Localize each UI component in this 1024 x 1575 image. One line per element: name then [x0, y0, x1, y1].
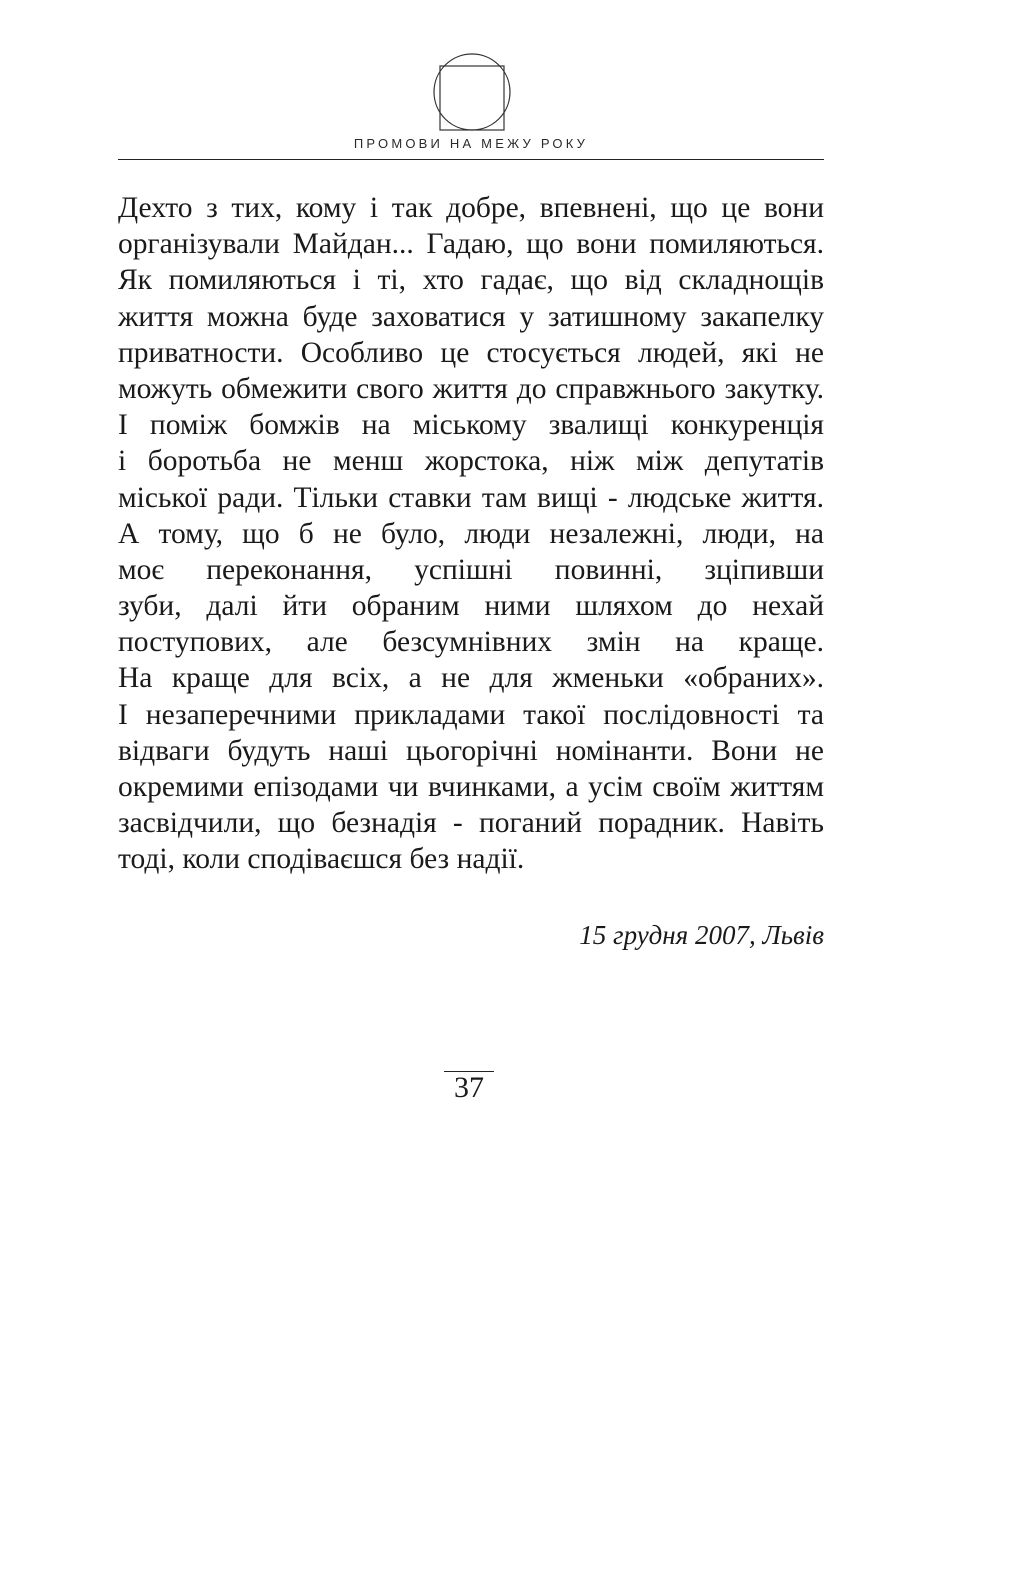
body-line: засвідчили, що безнадія - поганий порадник. Навіть: [118, 807, 824, 840]
body-line: А тому, що б не було, люди незалежні, люди, на: [118, 517, 824, 550]
body-line: моє переконання, успішні повинні, зціпивши: [118, 553, 824, 586]
circle-square-emblem-icon: [432, 52, 512, 132]
body-line: Як помиляються і ті, хто гадає, що від складнощів: [118, 264, 824, 297]
body-line: можуть обмежити свого життя до справжнього закутку.: [118, 372, 824, 405]
page-number: 37: [454, 1071, 484, 1104]
body-line: тоді, коли сподіваєшся без надії.: [118, 843, 525, 876]
body-line: І поміж бомжів на міському звалищі конкуренція: [118, 409, 824, 442]
body-text: [118, 190, 824, 878]
body-line: приватности. Особливо це стосується людей, які не: [118, 336, 824, 369]
body-line: поступових, але безсумнівних змін на краще.: [118, 626, 824, 659]
body-line: відваги будуть наші цьогорічні номінанти. Вони не: [118, 734, 824, 767]
body-line: окремими епізодами чи вчинками, а усім своїм життям: [118, 771, 824, 803]
body-line: і боротьба не менш жорстока, ніж між депутатів: [118, 445, 824, 478]
running-title: ПРОМОВИ НА МЕЖУ РОКУ: [353, 136, 589, 151]
body-line: міської ради. Тільки ставки там вищі - людське життя.: [118, 481, 824, 514]
body-line: життя можна буде заховатися у затишному закапелку: [118, 300, 824, 333]
date-place-signoff: 15 грудня 2007, Львів: [579, 920, 824, 950]
body-line: організували Майдан... Гадаю, що вони помиляються.: [118, 228, 824, 261]
body-line: Дехто з тих, кому і так добре, впевнені, що це вони: [118, 192, 824, 224]
body-line: На краще для всіх, а не для жменьки «обраних».: [118, 662, 824, 695]
header-divider: [118, 159, 824, 160]
body-line: І незаперечними прикладами такої послідовності та: [118, 698, 824, 731]
body-line: зуби, далі йти обраним ними шляхом до нехай: [118, 590, 824, 623]
